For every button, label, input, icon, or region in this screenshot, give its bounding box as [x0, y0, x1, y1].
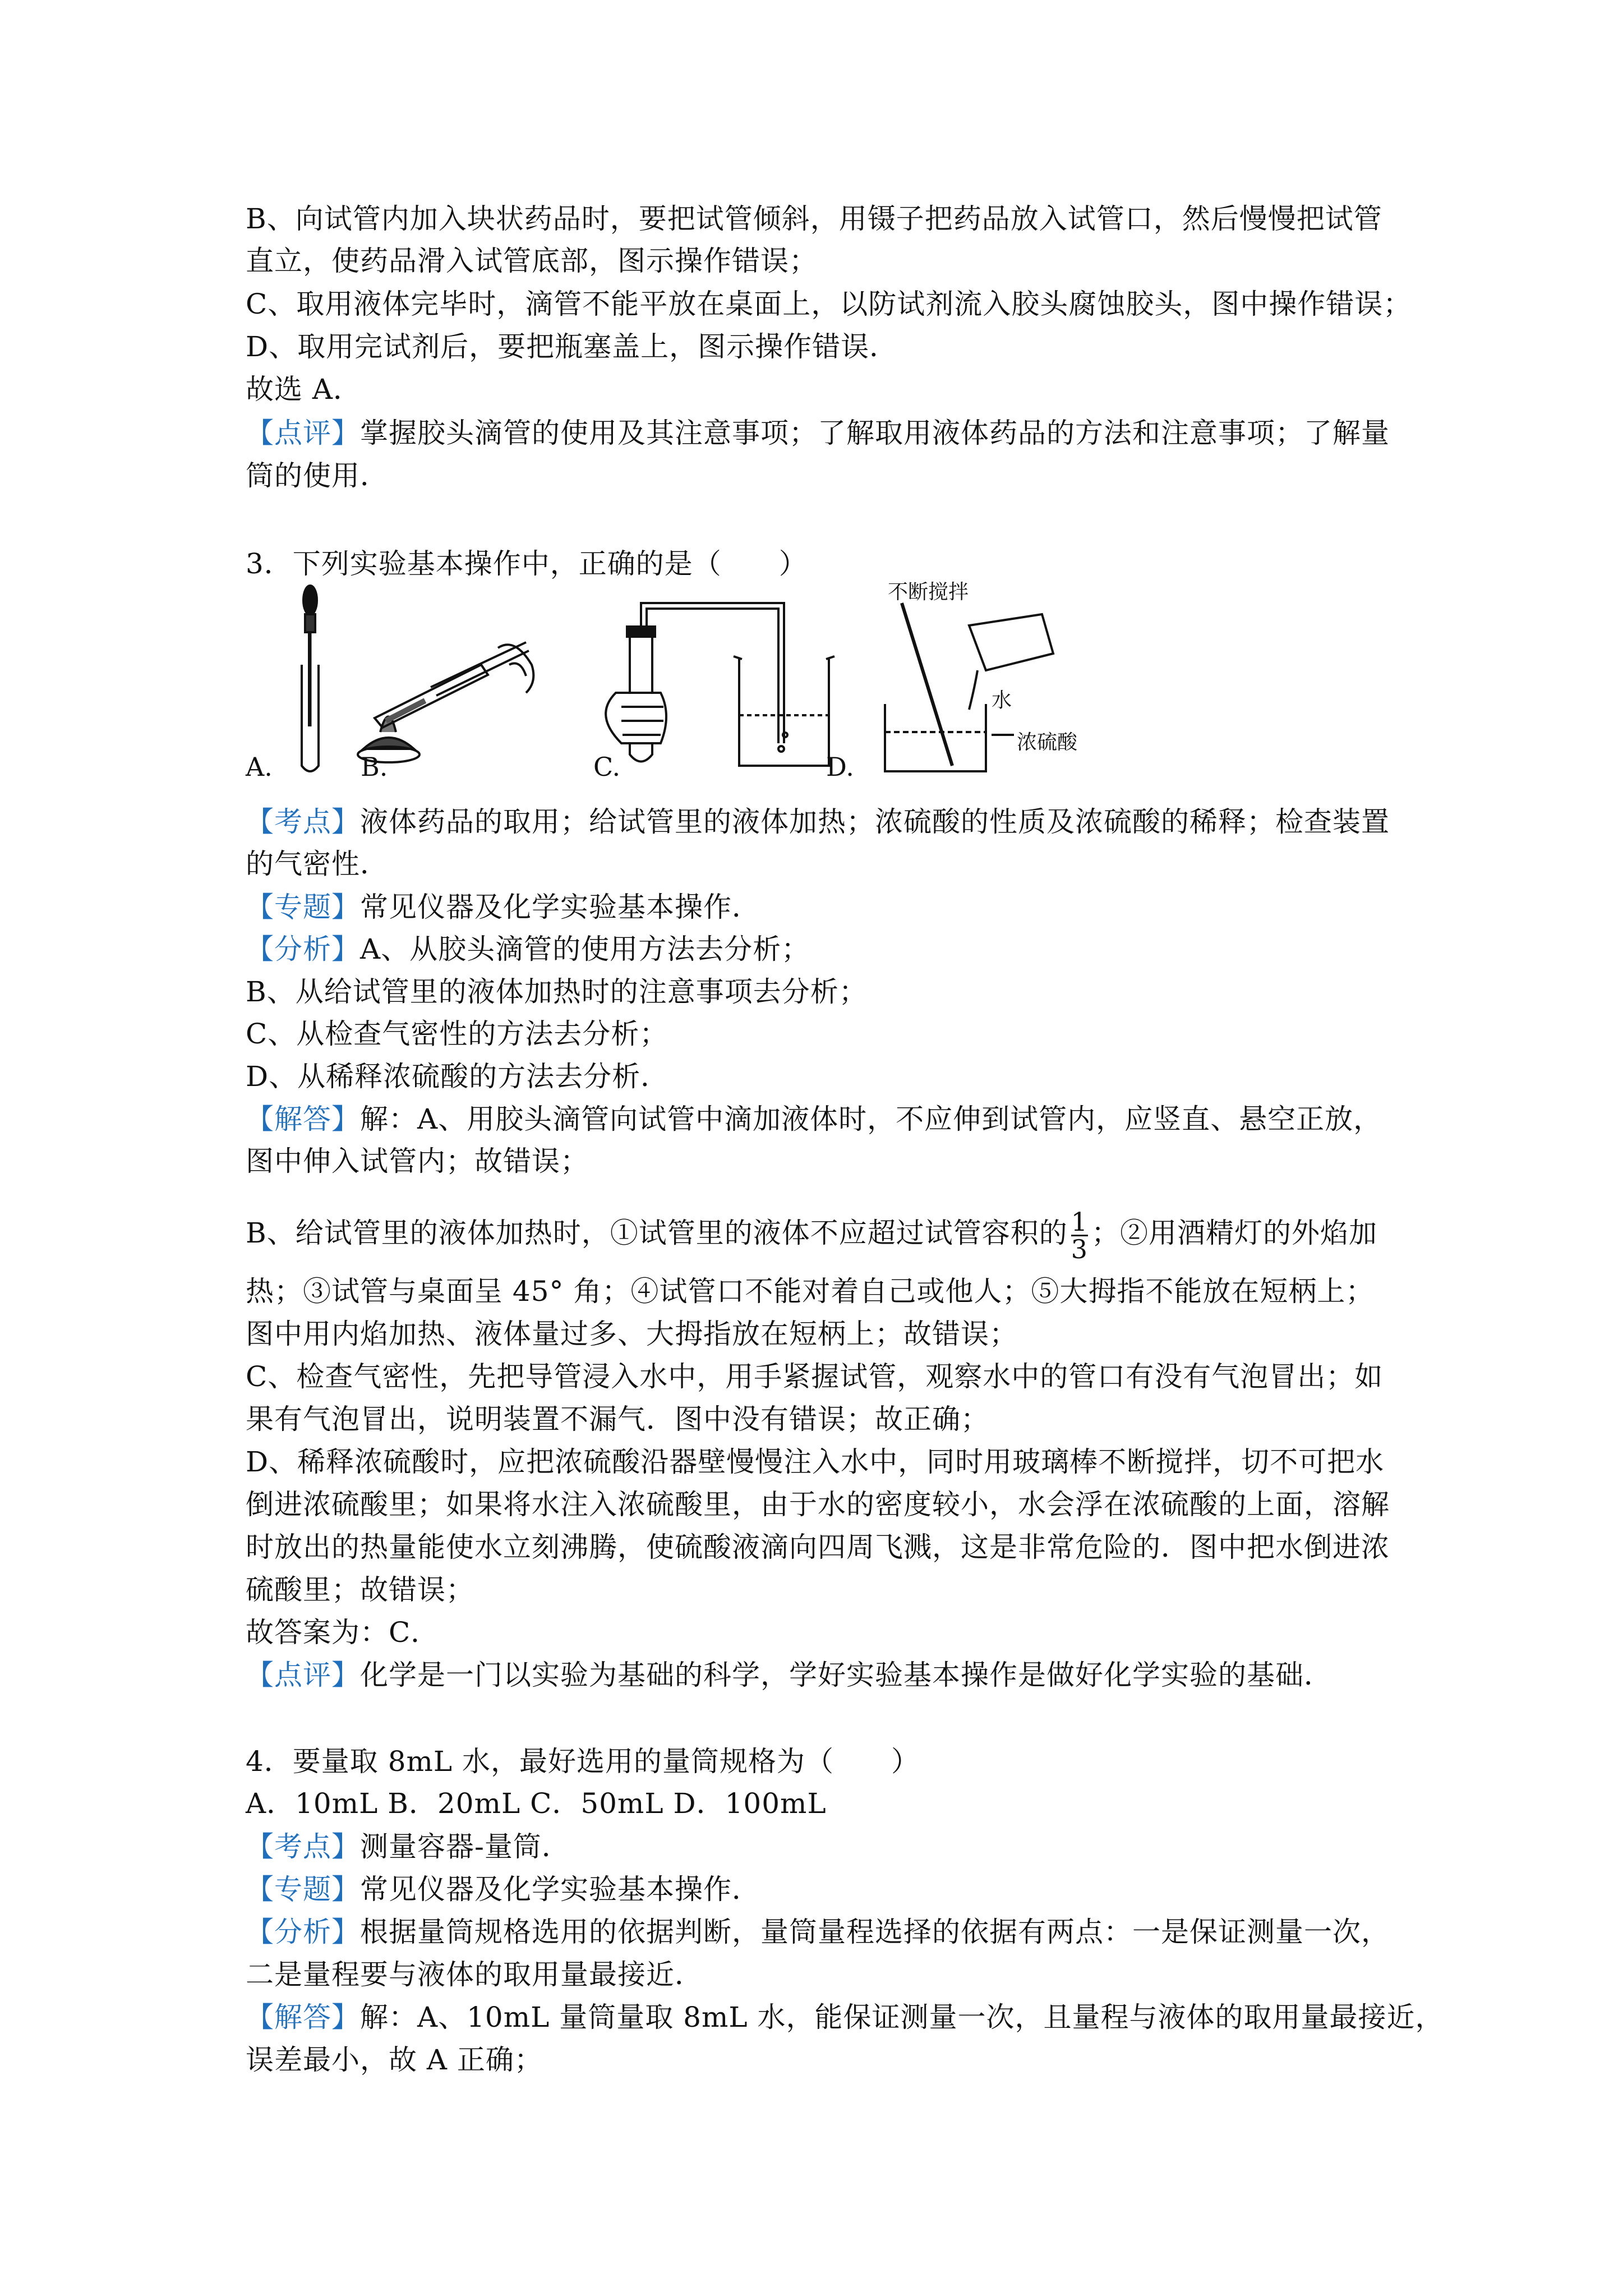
heating-test-tube-drawing — [358, 642, 533, 762]
jieda-b-pre: B、给试管里的液体加热时，①试管里的液体不应超过试管容积的 — [246, 1217, 1068, 1249]
text-line: B、向试管内加入块状药品时，要把试管倾斜，用镊子把药品放入试管口，然后慢慢把试管 — [246, 203, 1382, 235]
text-line: 果有气泡冒出，说明装置不漏气．图中没有错误；故正确； — [246, 1403, 989, 1435]
zhuanti-line — [246, 1872, 760, 1906]
q3-stem: 3．下列实验基本操作中，正确的是（ ） — [246, 547, 808, 580]
text-line: D、取用完试剂后，要把瓶塞盖上，图示操作错误． — [246, 330, 898, 363]
text-line: 故答案为：C． — [246, 1616, 440, 1649]
pingjia-tag: 【点评】 — [246, 1659, 360, 1691]
dropper-in-test-tube-drawing — [302, 586, 319, 771]
jieda-line — [246, 1102, 1382, 1136]
text-line: 的气密性． — [246, 848, 389, 880]
text-line: 热；③试管与桌面呈 45° 角；④试管口不能对着自己或他人；⑤大拇指不能放在短柄上； — [246, 1275, 1375, 1308]
text-line: 时放出的热量能使水立刻沸腾，使硫酸液滴向四周飞溅，这是非常危险的．图中把水倒进浓 — [246, 1531, 1390, 1563]
kaodian-line — [246, 805, 1390, 839]
fraction-one-third — [1071, 1206, 1089, 1264]
pingjia-text: 化学是一门以实验为基础的科学，学好实验基本操作是做好化学实验的基础． — [360, 1659, 1332, 1691]
text-line: D、从稀释浓硫酸的方法去分析． — [246, 1060, 670, 1093]
zhuanti-tag: 【专题】 — [246, 891, 360, 923]
text-line: 硫酸里；故错误； — [246, 1573, 474, 1606]
q3-figure — [246, 581, 1087, 788]
zhuanti-line — [246, 890, 760, 924]
jieda-text: 解：A、10mL 量筒量取 8mL 水，能保证测量一次，且量程与液体的取用量最接近， — [360, 2001, 1444, 2033]
text-line: C、检查气密性，先把导管浸入水中，用手紧握试管，观察水中的管口有没有气泡冒出；如 — [246, 1360, 1384, 1393]
zhuanti-text: 常见仪器及化学实验基本操作． — [360, 891, 760, 923]
text-line: 直立，使药品滑入试管底部，图示操作错误； — [246, 245, 818, 277]
kaodian-line — [246, 1830, 570, 1864]
q4-stem: 4．要量取 8mL 水，最好选用的量筒规格为（ ） — [246, 1745, 920, 1778]
text-line: C、取用液体完毕时，滴管不能平放在桌面上，以防试剂流入胶头腐蚀胶头，图中操作错误； — [246, 288, 1412, 320]
q2-comment — [246, 416, 1390, 450]
jieda-line — [246, 2000, 1444, 2034]
text-line: 倒进浓硫酸里；如果将水注入浓硫酸里，由于水的密度较小，水会浮在浓硫酸的上面，溶解 — [246, 1488, 1390, 1521]
kaodian-tag: 【考点】 — [246, 806, 360, 838]
fenxi-text: 根据量筒规格选用的依据判断，量筒量程选择的依据有两点：一是保证测量一次， — [360, 1916, 1390, 1948]
text-line: B、从给试管里的液体加热时的注意事项去分析； — [246, 976, 868, 1008]
pingjia-line — [246, 1658, 1332, 1692]
zhuanti-text: 常见仪器及化学实验基本操作． — [360, 1873, 760, 1906]
zhuanti-tag: 【专题】 — [246, 1873, 360, 1906]
text-line: C、从检查气密性的方法去分析； — [246, 1018, 668, 1050]
kaodian-text: 液体药品的取用；给试管里的液体加热；浓硫酸的性质及浓硫酸的稀释；检查装置 — [360, 806, 1390, 838]
option-a-label: A. — [246, 752, 273, 782]
fraction-denominator: 3 — [1071, 1234, 1089, 1264]
figure-label-stir: 不断搅拌 — [888, 581, 969, 604]
figure-label-water: 水 — [992, 689, 1012, 712]
kaodian-text: 测量容器-量筒． — [360, 1830, 570, 1863]
text-line: 误差最小，故 A 正确； — [246, 2044, 543, 2076]
fenxi-line — [246, 1915, 1390, 1949]
jieda-tag: 【解答】 — [246, 2001, 360, 2033]
kaodian-tag: 【考点】 — [246, 1830, 360, 1863]
jieda-b-post: ；②用酒精灯的外焰加 — [1091, 1217, 1378, 1249]
option-d-label: D. — [826, 752, 854, 782]
fenxi-tag: 【分析】 — [246, 1916, 360, 1948]
text-line: 图中伸入试管内；故错误； — [246, 1145, 589, 1177]
figure-label-acid: 浓硫酸 — [1017, 731, 1078, 754]
comment-text: 掌握胶头滴管的使用及其注意事项；了解取用液体药品的方法和注意事项；了解量 — [360, 417, 1390, 449]
fenxi-tag: 【分析】 — [246, 933, 360, 965]
comment-tag: 【点评】 — [246, 417, 360, 449]
fraction-numerator: 1 — [1071, 1206, 1089, 1237]
fenxi-line — [246, 932, 810, 966]
text-line: 图中用内焰加热、液体量过多、大拇指放在短柄上；故错误； — [246, 1318, 1018, 1350]
text-line: 故选 A． — [246, 373, 362, 406]
q4-options: A．10mL B．20mL C．50mL D．100mL — [246, 1787, 827, 1820]
fenxi-text: A、从胶头滴管的使用方法去分析； — [360, 933, 810, 965]
airtightness-check-drawing — [606, 603, 834, 766]
text-line: 筒的使用． — [246, 459, 389, 492]
text-line: D、稀释浓硫酸时，应把浓硫酸沿器壁慢慢注入水中，同时用玻璃棒不断搅拌，切不可把水 — [246, 1446, 1385, 1478]
text-line: 二是量程要与液体的取用量最接近． — [246, 1958, 703, 1991]
option-b-label: B. — [361, 752, 388, 782]
jieda-tag: 【解答】 — [246, 1103, 360, 1135]
jieda-b-line — [246, 1205, 1378, 1264]
jieda-text: 解：A、用胶头滴管向试管中滴加液体时，不应伸到试管内，应竖直、悬空正放， — [360, 1103, 1382, 1135]
option-c-label: C. — [593, 752, 621, 782]
